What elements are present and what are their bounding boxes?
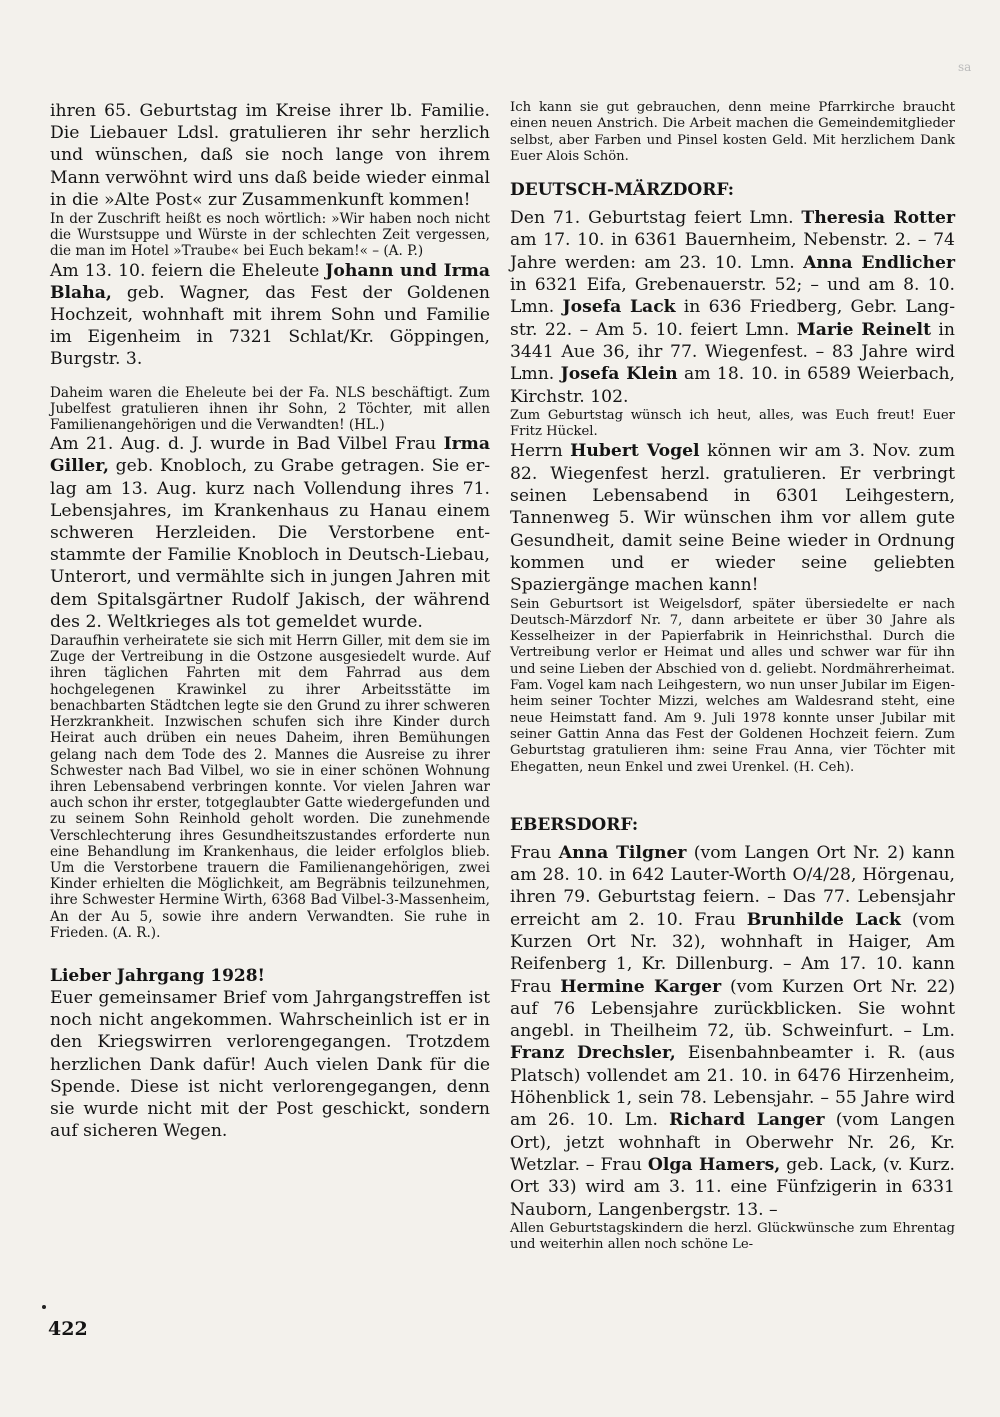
right-paragraph-3: Zum Geburtstag wünsch ich heut, alles, was Euch freut! Euer Fritz Hückel. [510, 407, 955, 440]
left-paragraph-1: ihren 65. Geburtstag im Kreise ihrer lb. Familie. Die Liebauer Ldsl. gratulieren ihr sehr herzlich und wünschen, daß sie noch lange von ihrem Mann verwöhnt wird uns daß beide wieder einmal in die »Alte Post« zur Zusammenkunft kommen! [50, 101, 490, 210]
right-paragraph-5: Sein Geburtsort ist Weigelsdorf, später übersiedelte er nach Deutsch-Märzdorf Nr. 7, dann arbeitete er über 30 Jahre als Kesselheizer in der Papierfabrik in Heinrichsthal. Durch die Vertreibung verlor er Heimat und alles und schwer war für ihn und seine Lieben der Abschied von d. geliebt. Nordmährerheimat. Fam. Vogel kam nach Leihgestern, wo nun unser Jubilar im Eigenheim seiner Tochter Mizzi, welches am Waldesrand steht, eine neue Heimstatt fand. Am 9. Juli 1978 konnte unser Jubilar mit seiner Gattin Anna das Fest der Goldenen Hochzeit feiern. Zum Geburtstag gratulieren ihm: seine Frau Anna, vier Töchter mit Ehegatten, neun Enkel und zwei Urenkel. (H. Ceh). [510, 596, 955, 775]
right-paragraph-4: Herrn Hubert Vogel können wir am 3. Nov. zum 82. Wiegenfest herzl. gratulieren. Er verbringt seinen Lebensabend in 6301 Leihgestern, Tannenweg 5. Wir wünschen ihm vor allem gute Gesundheit, damit seine Beine wieder in Ordnung kommen und er wieder seine geliebten Spaziergänge machen kann! [510, 441, 955, 596]
right-column [510, 100, 955, 1253]
right-paragraph-6: Frau Anna Tilgner (vom Langen Ort Nr. 2) kann am 28. 10. in 642 Lauter-Worth O/4/28, Hörgenau, ihren 79. Geburtstag feiern. – Das 77. Lebensjahr erreicht am 2. 10. Frau Brunhilde Lack (vom Kurzen Ort Nr. 32), wohnhaft in Haiger, Am Reifenberg 1, Kr. Dillenburg. – Am 17. 10. kann Frau Hermine Karger (vom Kurzen Ort Nr. 22) auf 76 Lebensjahre zurückblicken. Sie wohnt angebl. in Theilheim 72, üb. Schweinfurt. – Lm. Franz Drechsler, Eisenbahnbeamter i. R. (aus Platsch) vollendet am 21. 10. in 6476 Hirzenheim, Höhenblick 1, sein 78. Lebensjahr. – 55 Jahre wird am 26. 10. Lm. Richard Langer (vom Langen Ort), jetzt wohnhaft in Oberwehr Nr. 26, Kr. Wetzlar. – Frau Olga Hamers, geb. Lack, (v. Kurz. Ort 33) wird am 3. 11. eine Fünfzigerin in 6331 Nauborn, Langenbergstr. 13. – [510, 842, 956, 1220]
left-column [50, 100, 490, 1142]
left-paragraph-7: Euer gemeinsamer Brief vom Jahrgangstreffen ist noch nicht angekommen. Wahrscheinlich ist er in den Kriegswirren verlorengegangen. Trotzdem herzlichen Dank dafür! Auch vielen Dank für die Spende. Diese ist nicht verlorengegangen, denn sie wurde nicht mit der Post geschickt, sondern auf sicheren Wegen. [50, 987, 490, 1142]
right-paragraph-1: Ich kann sie gut gebrauchen, denn meine Pfarrkirche braucht einen neuen Anstrich. Die Arbeit machen die Gemeindemitglieder selbst, aber Farben und Pinsel kosten Geld. Mit herzlichem Dank Euer Alois Schön. [510, 100, 955, 164]
corner-mark: sa [958, 60, 972, 74]
page-number: 422 [48, 1318, 88, 1340]
left-paragraph-2: In der Zuschrift heißt es noch wörtlich: »Wir haben noch nicht die Wurstsuppe und Würste in der schlechten Zeit vergessen, die man im Hotel »Traube« bei Euch bekam!« – (A. P.) [50, 211, 490, 260]
left-paragraph-6: Daraufhin verheiratete sie sich mit Herrn Giller, mit dem sie im Zuge der Vertreibung in die Ostzone ausgesiedelt wurde. Auf ihren täglichen Fahrten mit dem Fahrrad aus dem hochgelegenen Krawinkel zu ihrer Arbeitsstätte im benachbarten Städtchen legte sie den Grund zu ihrer schweren Herzkrankheit. Inzwischen schufen sich ihre Kinder durch Heirat auch drüben ein neues Daheim, ihren Bemühungen gelang nach dem Tode des 2. Mannes die Ausreise zu ihrer Schwester nach Bad Vilbel, wo sie in einer schönen Wohnung ihren Lebensabend verbringen konnte. Vor vielen Jahren war auch schon ihr erster, totgeglaubter Gatte wiedergefunden und zu seinem Sohn Reinhold geholt worden. Die zunehmende Verschlechterung ihres Gesundheitszustandes erforderte nun eine Behandlung im Krankenhaus, die leider erfolglos blieb. Um die Verstorbene trauern die Familienangehörigen, zwei Kinder erhielten die Möglichkeit, am Begräbnis teilzunehmen, ihre Schwester Hermine Wirth, 6368 Bad Vilbel-3-Massenheim, An der Au 5, sowie ihre andern Verwandten. Sie ruhe in Frieden. (A. R.). [50, 633, 490, 941]
left-paragraph-4: Daheim waren die Eheleute bei der Fa. NLS beschäftigt. Zum Jubelfest gratulieren ihnen ihr Sohn, 2 Töchter, mit allen Familienangehörigen und die Verwandten! (HL.) [50, 384, 490, 434]
heading-deutsch-maerzdorf: DEUTSCH-MÄRZDORF: [510, 180, 735, 201]
left-paragraph-5: Am 21. Aug. d. J. wurde in Bad Vilbel Frau Irma Giller, geb. Knobloch, zu Grabe getragen. Sie erlag am 13. Aug. kurz nach Vollendung ihres 71. Lebensjahres, im Krankenhaus zu Hanau einem schweren Herzleiden. Die Verstorbene entstammte der Familie Knobloch in Deutsch-Liebau, Unterort, und vermählte sich in jungen Jahren mit dem Spitalsgärtner Rudolf Jakisch, der während des 2. Weltkrieges als tot gemeldet wurde. [50, 434, 490, 632]
right-paragraph-7: Allen Geburtstagskindern die herzl. Glückwünsche zum Ehrentag und weiterhin allen noch schöne Le- [510, 1220, 955, 1253]
right-paragraph-2: Den 71. Geburtstag feiert Lmn. Theresia Rotter am 17. 10. in 6361 Bauernheim, Nebenstr. 2. – 74 Jahre werden: am 23. 10. Lmn. Anna Endlicher in 6321 Eifa, Grebenauerstr. 52; – und am 8. 10. Lmn. Josefa Lack in 636 Friedberg, Gebr. Langstr. 22. – Am 5. 10. feiert Lmn. Marie Reinelt in 3441 Aue 36, ihr 77. Wiegenfest. – 83 Jahre wird Lmn. Josefa Klein am 18. 10. in 6589 Weierbach, Kirchstr. 102. [510, 208, 956, 407]
name-giller: Irma Giller, [50, 434, 490, 477]
left-paragraph-3: Am 13. 10. feiern die Eheleute Johann und Irma Blaha, geb. Wagner, das Fest der Goldenen Hochzeit, wohnhaft mit ihrem Sohn und Familie im Eigenheim in 7321 Schlat/Kr. Göppingen, Burgstr. 3. [50, 260, 490, 370]
ink-dot [42, 1305, 46, 1309]
name-blaha: Johann und Irma Blaha, [50, 260, 490, 303]
heading-jahrgang-1928: Lieber Jahrgang 1928! [50, 965, 266, 986]
heading-ebersdorf: EBERSDORF: [510, 814, 639, 835]
